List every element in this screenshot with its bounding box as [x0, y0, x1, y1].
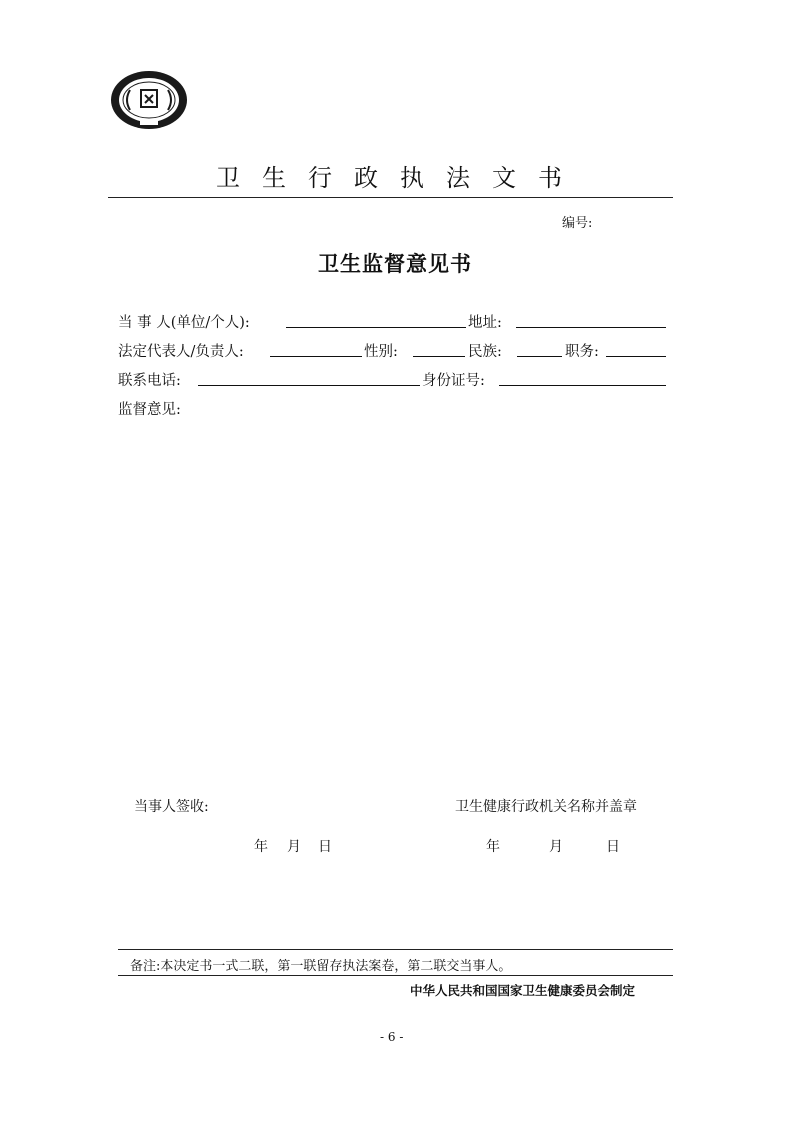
party-date-month: 月 — [287, 839, 301, 855]
address-field[interactable] — [516, 327, 666, 328]
party-date-year: 年 — [254, 839, 268, 855]
party-sign-label: 当事人签收: — [134, 799, 209, 815]
opinion-area[interactable] — [118, 424, 673, 784]
agency-date-year: 年 — [486, 839, 500, 855]
party-field[interactable] — [286, 327, 466, 328]
party-label: 当 事 人(单位/个人): — [118, 315, 250, 331]
phone-field[interactable] — [198, 385, 420, 386]
footer-org: 中华人民共和国国家卫生健康委员会制定 — [410, 983, 636, 998]
agency-sign-label: 卫生健康行政机关名称并盖章 — [455, 799, 637, 815]
footer-divider-bottom — [118, 975, 673, 976]
id-label: 身份证号: — [422, 373, 485, 389]
party-date-day: 日 — [318, 839, 332, 855]
agency-date-month: 月 — [549, 839, 563, 855]
phone-label: 联系电话: — [118, 373, 181, 389]
gender-label: 性别: — [364, 344, 398, 360]
legal-rep-field[interactable] — [270, 356, 362, 357]
document-title: 卫生监督意见书 — [318, 252, 472, 276]
footer-note: 备注:本决定书一式二联，第一联留存执法案卷，第二联交当事人。 — [130, 959, 512, 974]
gender-field[interactable] — [413, 356, 465, 357]
footer-divider-top — [118, 949, 673, 950]
header-title: 卫生行政执法文书 — [216, 164, 584, 192]
ethnicity-label: 民族: — [468, 344, 502, 360]
address-label: 地址: — [468, 315, 502, 331]
health-inspection-emblem-icon — [110, 70, 188, 130]
ethnicity-field[interactable] — [517, 356, 562, 357]
header-divider — [108, 197, 673, 198]
opinion-label: 监督意见: — [118, 402, 181, 418]
position-label: 职务: — [565, 344, 599, 360]
id-field[interactable] — [499, 385, 666, 386]
document-number-label: 编号: — [562, 216, 593, 231]
legal-rep-label: 法定代表人/负责人: — [118, 344, 244, 360]
page-number: - 6 - — [380, 1030, 404, 1044]
position-field[interactable] — [606, 356, 666, 357]
agency-date-day: 日 — [606, 839, 620, 855]
